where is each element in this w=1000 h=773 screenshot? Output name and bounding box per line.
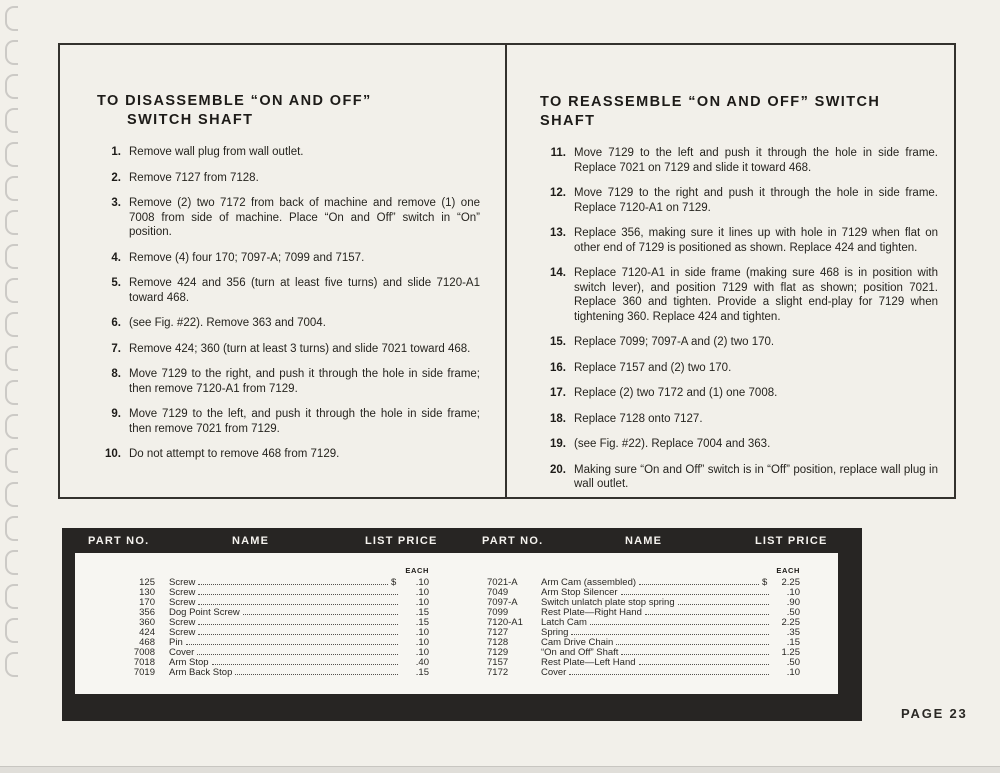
part-name: Dog Point Screw xyxy=(169,607,240,618)
instruction-step xyxy=(97,407,480,436)
step-number: 7. xyxy=(111,342,121,355)
step-number: 16. xyxy=(550,361,566,374)
part-price: .10 xyxy=(415,577,429,588)
instruction-step xyxy=(97,447,480,462)
step-text: Do not attempt to remove 468 from 7129. xyxy=(129,448,340,460)
part-number: 170 xyxy=(139,597,155,608)
part-number: 7157 xyxy=(487,657,509,668)
parts-row xyxy=(117,588,429,598)
step-number: 19. xyxy=(550,438,566,450)
instruction-step xyxy=(540,266,938,324)
parts-table-left-half xyxy=(117,566,429,678)
binding-hole-mark xyxy=(5,652,18,677)
part-price: .50 xyxy=(786,607,800,618)
step-number: 2. xyxy=(111,171,121,184)
step-text: (see Fig. #22). Remove 363 and 7004. xyxy=(129,317,326,329)
part-price: 2.25 xyxy=(781,577,800,588)
part-name: Spring xyxy=(541,627,569,638)
step-number: 10. xyxy=(105,448,121,460)
step-number: 13. xyxy=(550,227,566,239)
binding-hole-mark xyxy=(5,448,18,473)
parts-row xyxy=(487,598,800,608)
part-price: .10 xyxy=(786,667,800,678)
parts-row xyxy=(117,598,429,608)
reassemble-column xyxy=(507,45,956,497)
binding-hole-mark xyxy=(5,6,18,31)
part-number: 356 xyxy=(139,607,155,618)
dot-leader xyxy=(639,664,769,665)
parts-row xyxy=(117,658,429,668)
parts-row xyxy=(117,638,429,648)
parts-row xyxy=(487,618,800,628)
parts-row xyxy=(117,648,429,658)
binding-hole-mark xyxy=(5,176,18,201)
reassemble-title: TO REASSEMBLE “ON AND OFF” SWITCH SHAFT xyxy=(540,94,881,129)
part-price: .10 xyxy=(415,627,429,638)
binding-hole-mark xyxy=(5,210,18,235)
dot-leader xyxy=(621,654,769,655)
dot-leader xyxy=(621,594,769,595)
binding-hole-mark xyxy=(5,278,18,303)
parts-row xyxy=(117,618,429,628)
disassemble-column xyxy=(60,45,507,497)
part-price: .10 xyxy=(415,597,429,608)
step-text: Replace 7157 and (2) two 170. xyxy=(574,361,732,374)
parts-row xyxy=(117,628,429,638)
step-number: 20. xyxy=(550,463,566,476)
header-list-price-right: LIST PRICE xyxy=(755,535,828,547)
step-number: 5. xyxy=(111,277,121,289)
instruction-step xyxy=(97,251,480,266)
disassemble-title-line1: TO DISASSEMBLE “ON AND OFF” xyxy=(97,93,372,109)
header-name-right: NAME xyxy=(625,535,663,547)
binding-hole-mark xyxy=(5,108,18,133)
part-number: 7127 xyxy=(487,627,509,638)
dot-leader xyxy=(198,634,398,635)
binding-hole-mark xyxy=(5,414,18,439)
part-name: Screw xyxy=(169,577,196,588)
binding-hole-mark xyxy=(5,244,18,269)
part-price: 1.25 xyxy=(781,647,800,658)
instruction-step xyxy=(540,186,938,215)
part-name: Switch unlatch plate stop spring xyxy=(541,597,675,608)
part-price: .40 xyxy=(415,657,429,668)
binding-hole-mark xyxy=(5,618,18,643)
dot-leader xyxy=(645,614,769,615)
part-name: Screw xyxy=(169,627,196,638)
step-number: 14. xyxy=(550,267,566,279)
dot-leader xyxy=(198,604,398,605)
dot-leader xyxy=(212,664,398,665)
part-price: 2.25 xyxy=(781,617,800,628)
part-number: 7128 xyxy=(487,637,509,648)
binding-hole-mark xyxy=(5,142,18,167)
disassemble-title-line2: SWITCH SHAFT xyxy=(127,112,254,128)
step-text: Remove 424; 360 (turn at least 3 turns) and slide 7021 toward 468. xyxy=(129,342,471,355)
part-name: Screw xyxy=(169,597,196,608)
part-name: Cover xyxy=(169,647,195,658)
part-name: Cam Drive Chain xyxy=(541,637,614,648)
instruction-step xyxy=(97,367,480,396)
step-number: 1. xyxy=(111,146,121,158)
step-number: 4. xyxy=(111,251,121,264)
part-price: .15 xyxy=(415,667,429,678)
parts-rows-left xyxy=(117,578,429,678)
step-text: Remove 424 and 356 (turn at least five turns) and slide 7120-A1 toward 468. xyxy=(129,277,480,304)
part-number: 125 xyxy=(139,577,155,588)
parts-rows-right xyxy=(487,578,800,678)
part-name: Latch Cam xyxy=(541,617,587,628)
binding-hole-mark xyxy=(5,312,18,337)
dot-leader xyxy=(198,584,388,585)
parts-row xyxy=(117,578,429,588)
part-price: .10 xyxy=(786,587,800,598)
step-text: Remove 7127 from 7128. xyxy=(129,171,259,184)
part-price: .90 xyxy=(786,597,800,608)
dot-leader xyxy=(197,654,398,655)
binding-marks xyxy=(5,6,25,686)
part-price: .50 xyxy=(786,657,800,668)
step-text: Replace (2) two 7172 and (1) one 7008. xyxy=(574,387,778,399)
part-price: .15 xyxy=(786,637,800,648)
binding-hole-mark xyxy=(5,40,18,65)
part-number: 468 xyxy=(139,637,155,648)
part-number: 7172 xyxy=(487,667,509,678)
instruction-step xyxy=(540,412,938,427)
part-name: Cover xyxy=(541,667,567,678)
parts-row xyxy=(487,608,800,618)
instruction-step xyxy=(540,335,938,350)
header-name-left: NAME xyxy=(232,535,270,547)
instruction-step xyxy=(540,146,938,175)
dot-leader xyxy=(639,584,759,585)
parts-row xyxy=(117,668,429,678)
part-number: 7097-A xyxy=(487,597,518,608)
instruction-step xyxy=(97,145,480,160)
step-text: Move 7129 to the left and push it through the hole in side frame. Replace 7021 on 7129 and slide it toward 468. xyxy=(574,147,938,174)
binding-hole-mark xyxy=(5,550,18,575)
step-text: Remove wall plug from wall outlet. xyxy=(129,146,304,158)
step-text: Replace 356, making sure it lines up with hole in 7129 when flat on other end of 7129 is positioned as shown. Replace 424 and tighten. xyxy=(574,227,938,254)
binding-hole-mark xyxy=(5,584,18,609)
binding-hole-mark xyxy=(5,482,18,507)
part-name: Arm Stop xyxy=(169,657,209,668)
parts-row xyxy=(487,648,800,658)
part-name: Pin xyxy=(169,637,183,648)
step-number: 11. xyxy=(550,147,566,159)
binding-hole-mark xyxy=(5,346,18,371)
part-name: Rest Plate—Left Hand xyxy=(541,657,636,668)
step-text: Remove (2) two 7172 from back of machine and remove (1) one 7008 from side of machine. Place “On and Off” switch in “On” position. xyxy=(129,197,480,238)
parts-table-right-half xyxy=(487,566,800,678)
step-number: 17. xyxy=(550,387,566,399)
part-name: Arm Back Stop xyxy=(169,667,233,678)
currency-sign: $ xyxy=(762,577,768,588)
part-name: “On and Off” Shaft xyxy=(541,647,619,658)
reassemble-steps xyxy=(540,146,938,492)
part-number: 7120-A1 xyxy=(487,617,523,628)
dot-leader xyxy=(678,604,769,605)
part-name: Arm Stop Silencer xyxy=(541,587,618,598)
step-text: Move 7129 to the right and push it through the hole in side frame. Replace 7120-A1 on 7129. xyxy=(574,187,938,214)
header-list-price-left: LIST PRICE xyxy=(365,535,438,547)
parts-row xyxy=(487,578,800,588)
parts-price-table xyxy=(62,528,862,721)
part-number: 7129 xyxy=(487,647,509,658)
part-number: 424 xyxy=(139,627,155,638)
dot-leader xyxy=(243,614,398,615)
dot-leader xyxy=(590,624,769,625)
parts-row xyxy=(487,658,800,668)
step-text: Replace 7120-A1 in side frame (making sure 468 is in position with switch lever), and position 7129 with flat as shown; position 7021. Replace 360 and tighten. Provide a slight end-play for 7129 when tightening 360. Replace 424 and tighten. xyxy=(574,267,938,323)
dot-leader xyxy=(235,674,398,675)
step-text: Replace 7099; 7097-A and (2) two 170. xyxy=(574,336,775,348)
parts-row xyxy=(487,628,800,638)
part-name: Arm Cam (assembled) xyxy=(541,577,637,588)
step-number: 8. xyxy=(111,368,121,380)
part-price: .35 xyxy=(786,627,800,638)
dot-leader xyxy=(198,624,398,625)
page-bottom-edge xyxy=(0,766,1000,773)
step-number: 18. xyxy=(550,412,566,425)
instruction-step xyxy=(540,386,938,401)
step-text: Remove (4) four 170; 7097-A; 7099 and 7157. xyxy=(129,251,365,264)
instruction-step xyxy=(540,463,938,492)
part-price: .10 xyxy=(415,647,429,658)
instruction-step xyxy=(97,316,480,331)
instruction-step xyxy=(97,342,480,357)
step-text: Move 7129 to the right, and push it through the hole in side frame; then remove 7120-A1 from 7129. xyxy=(129,368,480,395)
page-number: PAGE 23 xyxy=(901,706,968,721)
step-number: 15. xyxy=(550,336,566,348)
binding-hole-mark xyxy=(5,74,18,99)
dot-leader xyxy=(571,634,769,635)
part-number: 7008 xyxy=(133,647,155,658)
currency-sign: $ xyxy=(391,577,397,588)
binding-hole-mark xyxy=(5,516,18,541)
part-price: .15 xyxy=(415,617,429,628)
part-number: 7019 xyxy=(133,667,155,678)
step-text: Move 7129 to the left, and push it through the hole in side frame; then remove 7021 from 7129. xyxy=(129,408,480,435)
step-text: Making sure “On and Off” switch is in “Off” position, replace wall plug in wall outlet. xyxy=(574,463,938,490)
each-label-left: EACH xyxy=(405,566,429,575)
dot-leader xyxy=(198,594,398,595)
step-number: 3. xyxy=(111,197,121,209)
parts-row xyxy=(487,638,800,648)
instruction-step xyxy=(540,226,938,255)
step-number: 9. xyxy=(111,408,121,420)
disassemble-title xyxy=(97,92,480,130)
step-number: 12. xyxy=(550,187,566,199)
each-label-right: EACH xyxy=(776,566,800,575)
part-number: 130 xyxy=(139,587,155,598)
parts-row xyxy=(117,608,429,618)
instruction-step xyxy=(97,196,480,240)
instruction-step xyxy=(97,276,480,305)
header-part-no-left: PART NO. xyxy=(88,535,150,547)
part-number: 7049 xyxy=(487,587,509,598)
part-number: 7018 xyxy=(133,657,155,668)
part-price: .10 xyxy=(415,637,429,648)
part-number: 7021-A xyxy=(487,577,518,588)
part-name: Screw xyxy=(169,617,196,628)
step-text: (see Fig. #22). Replace 7004 and 363. xyxy=(574,438,771,450)
dot-leader xyxy=(569,674,769,675)
dot-leader xyxy=(616,644,769,645)
instruction-step xyxy=(97,171,480,186)
part-number: 7099 xyxy=(487,607,509,618)
dot-leader xyxy=(186,644,398,645)
part-name: Rest Plate—Right Hand xyxy=(541,607,642,618)
part-price: .10 xyxy=(415,587,429,598)
part-name: Screw xyxy=(169,587,196,598)
step-text: Replace 7128 onto 7127. xyxy=(574,412,703,425)
parts-row xyxy=(487,668,800,678)
part-number: 360 xyxy=(139,617,155,628)
instruction-step xyxy=(540,361,938,376)
part-price: .15 xyxy=(415,607,429,618)
step-number: 6. xyxy=(111,317,121,329)
header-part-no-right: PART NO. xyxy=(482,535,544,547)
disassemble-steps xyxy=(97,145,480,462)
parts-table-body xyxy=(75,553,838,694)
instruction-box xyxy=(58,43,956,499)
instruction-step xyxy=(540,437,938,452)
binding-hole-mark xyxy=(5,380,18,405)
